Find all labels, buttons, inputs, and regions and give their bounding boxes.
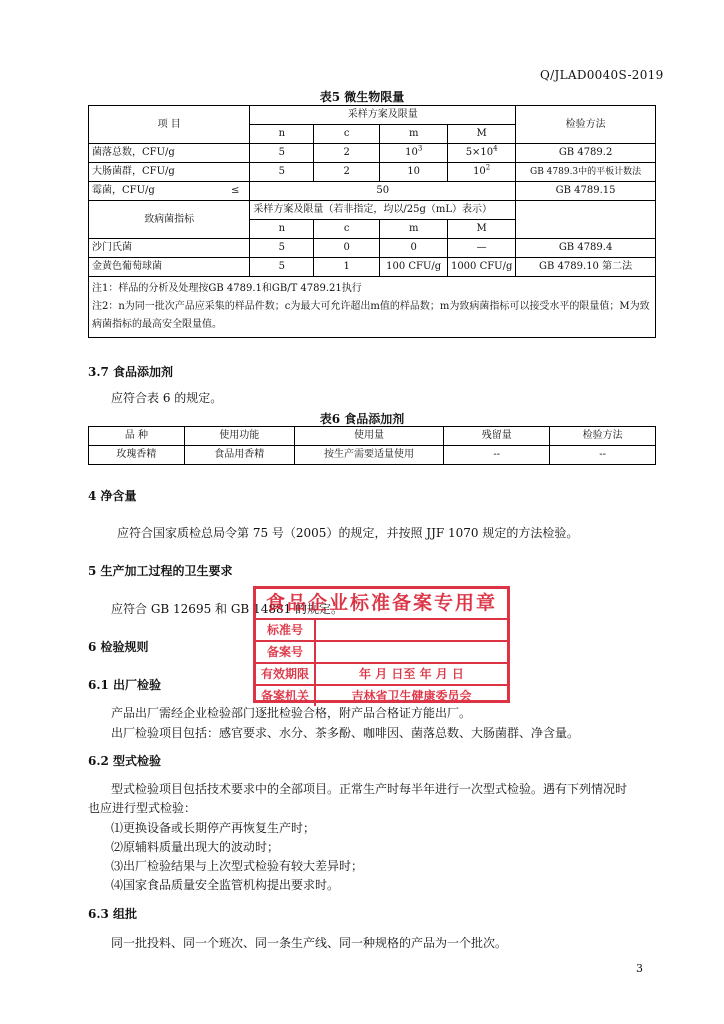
pathogen-sampling-plan: 采样方案及限量（若非指定，均以/25g（mL）表示）	[250, 201, 516, 220]
table-row: 金黄色葡萄球菌 5 1 100 CFU/g 1000 CFU/g GB 4789.10 第二法	[89, 258, 656, 277]
section-3-7-title: 3.7 食品添加剂	[88, 365, 174, 379]
header-test-method: 检验方法	[516, 106, 656, 144]
section-5-text: 应符合 GB 12695 和 GB 14881 的规定。	[111, 602, 344, 616]
stamp-label-authority: 备案机关	[256, 686, 316, 706]
document-code: Q/JLAD0040S-2019	[540, 68, 664, 82]
stamp-title: 食品企业标准备案专用章	[256, 589, 507, 620]
section-6-1-title: 6.1 出厂检验	[88, 678, 162, 692]
stamp-validity-value: 年 月 日至 年 月 日	[359, 667, 464, 681]
section-6-2-para1: 型式检验项目包括技术要求中的全部项目。正常生产时每半年进行一次型式检验。遇有下列情况时	[111, 782, 628, 796]
filing-stamp	[253, 586, 510, 703]
table-row: 玫瑰香精 食品用香精 按生产需要适量使用 -- --	[89, 446, 656, 465]
section-4-text: 应符合国家质检总局令第 75 号（2005）的规定，并按照 JJF 1070 规定的方法检验。	[117, 526, 579, 540]
stamp-authority-value: 吉林省卫生健康委员会	[351, 689, 472, 703]
header-n: n	[250, 125, 314, 144]
section-6-2-para2: 也应进行型式检验：	[88, 801, 197, 815]
section-6-title: 6 检验规则	[88, 640, 149, 654]
header-c: c	[314, 125, 380, 144]
section-6-2-title: 6.2 型式检验	[88, 754, 162, 768]
list-item: ⑴更换设备或长期停产再恢复生产时；	[111, 821, 316, 835]
section-5-title: 5 生产加工过程的卫生要求	[88, 564, 233, 578]
section-3-7-text: 应符合表 6 的规定。	[111, 391, 223, 405]
header-method: 检验方法	[550, 427, 656, 446]
section-4-title: 4 净含量	[88, 489, 137, 503]
stamp-label-validity: 有效期限	[256, 664, 316, 684]
table5-notes	[89, 277, 656, 338]
list-item: ⑵原辅料质量出现大的波动时；	[111, 840, 280, 854]
list-item: ⑶出厂检验结果与上次型式检验有较大差异时；	[111, 859, 364, 873]
food-additives-table	[88, 426, 656, 465]
header-usage: 使用量	[294, 427, 444, 446]
table5-note1: 注1：样品的分析及处理按GB 4789.1和GB/T 4789.21执行	[92, 283, 362, 294]
page-number: 3	[636, 962, 643, 975]
table5-note2: 注2：n为同一批次产品应采集的样品件数；c为最大可允许超出m值的样品数；m为致病菌指标可以接受水平的限量值；M为致病菌指标的最高安全限量值。	[92, 301, 650, 330]
section-6-3-title: 6.3 组批	[88, 907, 138, 921]
header-variety: 品 种	[89, 427, 185, 446]
header-m: m	[380, 125, 448, 144]
pathogen-header: 致病菌指标	[89, 201, 250, 239]
table-row: 菌落总数，CFU/g 5 2 $10^3$ $5\times 10^4$ GB 4789.2	[89, 144, 656, 163]
table6-caption: 表6 食品添加剂	[319, 412, 405, 426]
table-row: 霉菌，CFU/g ≤ 50 GB 4789.15	[89, 182, 656, 201]
section-6-1-para1: 产品出厂需经企业检验部门逐批检验合格，附产品合格证方能出厂。	[111, 706, 472, 720]
section-6-1-para2: 出厂检验项目包括：感官要求、水分、茶多酚、咖啡因、菌落总数、大肠菌群、净含量。	[111, 726, 580, 740]
table-row: 沙门氏菌 5 0 0 — GB 4789.4	[89, 239, 656, 258]
header-residue: 残留量	[444, 427, 550, 446]
list-item: ⑷国家食品质量安全监管机构提出要求时。	[111, 878, 340, 892]
stamp-label-filing-no: 备案号	[256, 642, 316, 662]
table5-caption: 表5 微生物限量	[319, 90, 405, 104]
section-6-3-text: 同一批投料、同一个班次、同一条生产线、同一种规格的产品为一个批次。	[111, 936, 508, 950]
table-row: 大肠菌群，CFU/g 5 2 10 $10^2$ GB 4789.3中的平板计数法	[89, 163, 656, 182]
header-M: M	[448, 125, 516, 144]
stamp-label-standard-no: 标准号	[256, 620, 316, 640]
header-sampling-plan: 采样方案及限量	[250, 106, 516, 125]
header-function: 使用功能	[184, 427, 294, 446]
header-item: 项 目	[89, 106, 250, 144]
microbial-limits-table: 项 目 采样方案及限量 检验方法 n c m M 菌落总数，CFU/g 5 2 $10^3$ $5\times 10^4$ GB 4789.2 大肠菌群，CFU/g 5 2 10 $10^2$ GB 4789.3中的平板计数法 霉菌，CFU/g ≤ 50 GB 4789.15 致病菌指标 采样方案及限量（若非指定，均以/25g（mL）表示） n c m M 沙门氏菌 5 0 0 — GB 4789.4 金黄色葡萄球菌 5 1 100 CFU/g 1000 CFU/g GB 4789.10 第二法 注1：样品的分析及处理按GB 4789.1和GB/T 4789.21执行 注2：n为同一批次产品应采集的样品件数；c为最大可允许超出m值的样品数；m为致病菌指标可以接受水平的限量值；M为致病菌指标的最高安全限量值。	[88, 105, 656, 338]
